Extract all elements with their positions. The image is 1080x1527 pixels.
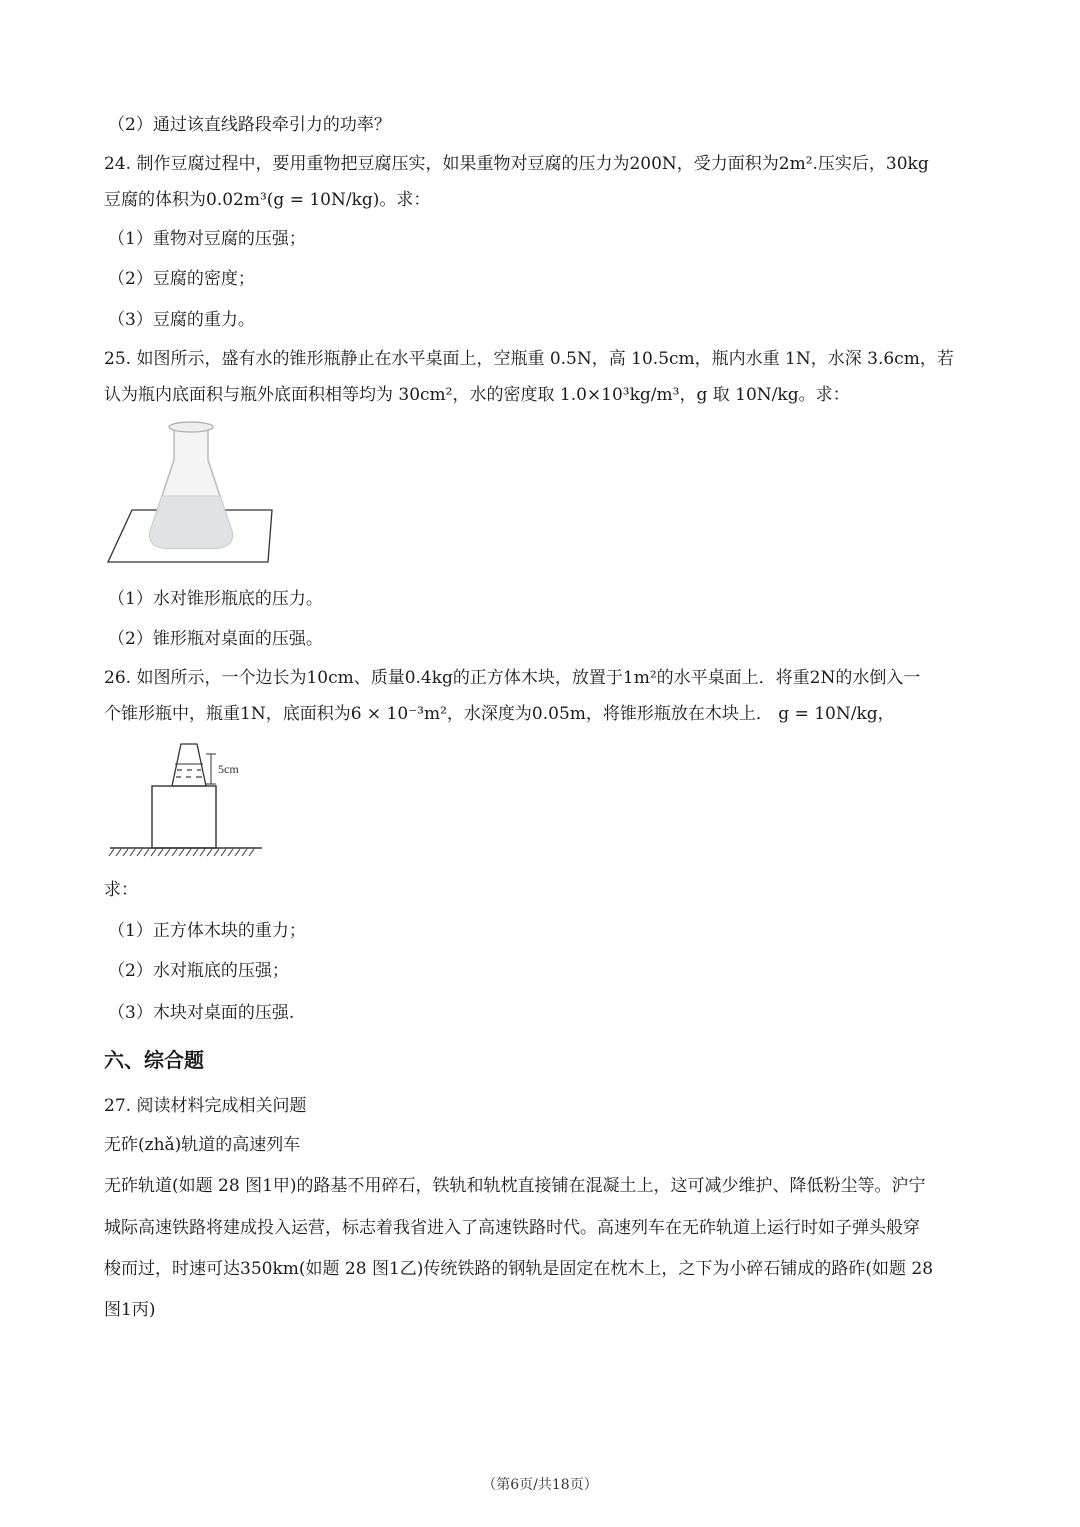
reading-title: 无砟(zhǎ)轨道的高速列车 <box>104 1135 301 1155</box>
hatch-mark <box>144 849 149 856</box>
q25-part2: （2）锥形瓶对桌面的压强。 <box>108 629 323 649</box>
water <box>150 496 232 548</box>
hatch-mark <box>214 849 219 856</box>
q24-part3: （3）豆腐的重力。 <box>108 310 255 330</box>
q24-part1: （1）重物对豆腐的压强； <box>108 229 306 249</box>
hatch-mark <box>109 849 114 856</box>
small-flask <box>172 744 206 786</box>
hatch-mark <box>116 849 121 856</box>
hatch-mark <box>193 849 198 856</box>
q26-ask: 求： <box>104 880 138 900</box>
flask-rim <box>169 422 213 432</box>
section-heading: 六、综合题 <box>104 1048 204 1072</box>
hatch-mark <box>172 849 177 856</box>
flask-figure <box>104 420 276 570</box>
hatch-mark <box>221 849 226 856</box>
q25-stem-line2: 认为瓶内底面积与瓶外底面积相等均为 30cm²，水的密度取 1.0×10³kg/m³，g 取 10N/kg。求： <box>104 385 850 405</box>
q25-stem-line1: 25. 如图所示，盛有水的锥形瓶静止在水平桌面上，空瓶重 0.5N，高 10.5cm，瓶内水重 1N，水深 3.6cm，若 <box>104 349 954 369</box>
hatch-mark <box>228 849 233 856</box>
q26-stem-line2: 个锥形瓶中，瓶重1N，底面积为6 × 10⁻³m²，水深度为0.05m，将锥形瓶放在木块上． g = 10N/kg， <box>104 704 895 724</box>
q24-part2: （2）豆腐的密度； <box>108 269 255 289</box>
reading-line3: 梭而过，时速可达350km(如题 28 图1乙)传统铁路的钢轨是固定在枕木上，之下为小碎石铺成的路砟(如题 28 <box>104 1259 934 1279</box>
water-dashes <box>176 770 202 777</box>
reading-line4: 图1丙) <box>104 1300 156 1320</box>
q24-stem-line1: 24. 制作豆腐过程中，要用重物把豆腐压实，如果重物对豆腐的压力为200N，受力面积为2m².压实后，30kg <box>104 154 929 174</box>
page-footer: （第6页/共18页） <box>482 1477 598 1493</box>
hatch-mark <box>158 849 163 856</box>
ground-hatch <box>109 849 254 856</box>
q26-part3: （3）木块对桌面的压强. <box>108 1003 295 1023</box>
block-figure <box>104 736 274 860</box>
hatch-mark <box>130 849 135 856</box>
reading-line2: 城际高速铁路将建成投入运营，标志着我省进入了高速铁路时代。高速列车在无砟轨道上运行时如子弹头般穿 <box>104 1218 920 1238</box>
q25-part1: （1）水对锥形瓶底的压力。 <box>108 589 323 609</box>
reading-line1: 无砟轨道(如题 28 图1甲)的路基不用碎石，铁轨和轨枕直接铺在混凝土上，这可减少维护、降低粉尘等。沪宁 <box>104 1176 926 1196</box>
hatch-mark <box>249 849 254 856</box>
q23-part2: （2）通过该直线路段牵引力的功率？ <box>108 115 391 135</box>
hatch-mark <box>242 849 247 856</box>
wood-block <box>152 786 216 848</box>
q26-part1: （1）正方体木块的重力； <box>108 921 306 941</box>
hatch-mark <box>165 849 170 856</box>
q24-stem-line2: 豆腐的体积为0.02m³(g = 10N/kg)。求： <box>104 190 431 210</box>
hatch-mark <box>137 849 142 856</box>
q27-stem: 27. 阅读材料完成相关问题 <box>104 1096 307 1116</box>
hatch-mark <box>123 849 128 856</box>
hatch-mark <box>200 849 205 856</box>
hatch-mark <box>186 849 191 856</box>
hatch-mark <box>151 849 156 856</box>
dim-label: 5cm <box>218 762 239 776</box>
hatch-mark <box>179 849 184 856</box>
q26-part2: （2）水对瓶底的压强； <box>108 961 289 981</box>
hatch-mark <box>207 849 212 856</box>
hatch-mark <box>235 849 240 856</box>
q26-stem-line1: 26. 如图所示，一个边长为10cm、质量0.4kg的正方体木块，放置于1m²的水平桌面上．将重2N的水倒入一 <box>104 668 921 688</box>
